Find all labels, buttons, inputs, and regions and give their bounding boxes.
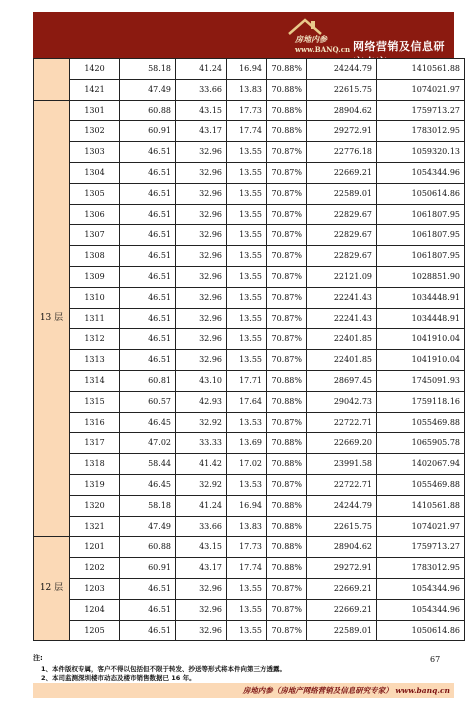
unit-price-cell: 22121.09	[307, 266, 377, 287]
total-price-cell: 1759713.27	[377, 100, 465, 121]
ratio-cell: 70.88%	[267, 454, 307, 475]
total-price-cell: 1759713.27	[377, 537, 465, 558]
ratio-cell: 70.87%	[267, 412, 307, 433]
ratio-cell: 70.87%	[267, 578, 307, 599]
room-number-cell: 1421	[70, 79, 120, 100]
total-price-cell: 1050614.86	[377, 620, 465, 641]
table-row	[34, 79, 465, 100]
usable-area-cell: 33.33	[176, 433, 227, 454]
shared-area-cell: 13.55	[227, 599, 267, 620]
ratio-cell: 70.88%	[267, 537, 307, 558]
unit-price-cell: 22669.21	[307, 578, 377, 599]
unit-price-cell: 22615.75	[307, 79, 377, 100]
total-price-cell: 1074021.97	[377, 516, 465, 537]
room-number-cell: 1311	[70, 308, 120, 329]
usable-area-cell: 32.96	[176, 162, 227, 183]
table-row	[34, 599, 465, 620]
ratio-cell: 70.87%	[267, 620, 307, 641]
ratio-cell: 70.87%	[267, 142, 307, 163]
room-number-cell: 1201	[70, 537, 120, 558]
ratio-cell: 70.87%	[267, 287, 307, 308]
table-row	[34, 391, 465, 412]
area-cell: 46.51	[120, 266, 176, 287]
room-number-cell: 1308	[70, 246, 120, 267]
usable-area-cell: 32.92	[176, 412, 227, 433]
total-price-cell: 1054344.96	[377, 578, 465, 599]
table-row	[34, 578, 465, 599]
floor-cell: 13 层	[34, 100, 70, 537]
total-price-cell: 1054344.96	[377, 162, 465, 183]
total-price-cell: 1783012.95	[377, 558, 465, 579]
room-number-cell: 1420	[70, 59, 120, 80]
unit-price-cell: 22401.85	[307, 329, 377, 350]
shared-area-cell: 13.55	[227, 308, 267, 329]
ratio-cell: 70.87%	[267, 183, 307, 204]
room-number-cell: 1320	[70, 495, 120, 516]
table-row	[34, 246, 465, 267]
table-row	[34, 433, 465, 454]
unit-price-cell: 22829.67	[307, 204, 377, 225]
table-row	[34, 266, 465, 287]
area-cell: 47.49	[120, 79, 176, 100]
room-number-cell: 1316	[70, 412, 120, 433]
usable-area-cell: 43.15	[176, 537, 227, 558]
total-price-cell: 1055469.88	[377, 412, 465, 433]
shared-area-cell: 13.55	[227, 162, 267, 183]
floor-cell	[34, 59, 70, 101]
ratio-cell: 70.88%	[267, 79, 307, 100]
unit-price-cell: 22722.71	[307, 474, 377, 495]
area-cell: 47.02	[120, 433, 176, 454]
shared-area-cell: 13.55	[227, 350, 267, 371]
unit-price-cell: 29272.91	[307, 121, 377, 142]
ratio-cell: 70.87%	[267, 599, 307, 620]
unit-price-cell: 22669.21	[307, 599, 377, 620]
ratio-cell: 70.88%	[267, 516, 307, 537]
area-cell: 46.51	[120, 578, 176, 599]
shared-area-cell: 13.83	[227, 516, 267, 537]
ratio-cell: 70.87%	[267, 266, 307, 287]
shared-area-cell: 13.55	[227, 225, 267, 246]
shared-area-cell: 17.64	[227, 391, 267, 412]
total-price-cell: 1034448.91	[377, 287, 465, 308]
total-price-cell: 1041910.04	[377, 350, 465, 371]
usable-area-cell: 32.96	[176, 183, 227, 204]
usable-area-cell: 32.96	[176, 287, 227, 308]
area-cell: 60.57	[120, 391, 176, 412]
area-cell: 46.51	[120, 308, 176, 329]
note-copyright: 1、本件版权专属，客户不得以包括但不限于转发、抄送等形式将本件向第三方透露。	[41, 665, 287, 673]
table-row	[34, 412, 465, 433]
room-number-cell: 1313	[70, 350, 120, 371]
room-number-cell: 1310	[70, 287, 120, 308]
shared-area-cell: 13.69	[227, 433, 267, 454]
area-cell: 46.51	[120, 620, 176, 641]
total-price-cell: 1410561.88	[377, 59, 465, 80]
unit-price-table	[33, 58, 465, 641]
shared-area-cell: 16.94	[227, 495, 267, 516]
unit-price-cell: 22829.67	[307, 246, 377, 267]
ratio-cell: 70.88%	[267, 121, 307, 142]
shared-area-cell: 13.55	[227, 246, 267, 267]
usable-area-cell: 32.96	[176, 266, 227, 287]
ratio-cell: 70.88%	[267, 433, 307, 454]
usable-area-cell: 32.96	[176, 599, 227, 620]
shared-area-cell: 13.55	[227, 578, 267, 599]
table-row	[34, 516, 465, 537]
table-row	[34, 454, 465, 475]
usable-area-cell: 41.24	[176, 495, 227, 516]
shared-area-cell: 17.74	[227, 558, 267, 579]
usable-area-cell: 33.66	[176, 516, 227, 537]
room-number-cell: 1301	[70, 100, 120, 121]
ratio-cell: 70.87%	[267, 225, 307, 246]
floor-cell: 12 层	[34, 537, 70, 641]
table-row	[34, 121, 465, 142]
unit-price-cell: 22241.43	[307, 287, 377, 308]
total-price-cell: 1028851.90	[377, 266, 465, 287]
area-cell: 58.18	[120, 495, 176, 516]
usable-area-cell: 32.96	[176, 620, 227, 641]
unit-price-cell: 22669.21	[307, 162, 377, 183]
room-number-cell: 1205	[70, 620, 120, 641]
ratio-cell: 70.88%	[267, 391, 307, 412]
usable-area-cell: 32.96	[176, 578, 227, 599]
notes-title: 注:	[33, 654, 43, 662]
table-row	[34, 308, 465, 329]
area-cell: 60.88	[120, 100, 176, 121]
unit-price-cell: 22776.18	[307, 142, 377, 163]
table-row	[34, 100, 465, 121]
shared-area-cell: 13.55	[227, 620, 267, 641]
total-price-cell: 1074021.97	[377, 79, 465, 100]
logo-url: www.BANQ.cn	[295, 45, 351, 54]
total-price-cell: 1061807.95	[377, 246, 465, 267]
unit-price-cell: 24244.79	[307, 495, 377, 516]
room-number-cell: 1312	[70, 329, 120, 350]
table-row	[34, 537, 465, 558]
usable-area-cell: 32.96	[176, 329, 227, 350]
usable-area-cell: 32.96	[176, 246, 227, 267]
shared-area-cell: 13.55	[227, 287, 267, 308]
total-price-cell: 1054344.96	[377, 599, 465, 620]
unit-price-cell: 22669.20	[307, 433, 377, 454]
ratio-cell: 70.87%	[267, 329, 307, 350]
shared-area-cell: 13.83	[227, 79, 267, 100]
footer-text: 房地内参（房地产网络营销及信息研究专家） www.banq.cn	[242, 686, 450, 695]
room-number-cell: 1318	[70, 454, 120, 475]
area-cell: 46.51	[120, 350, 176, 371]
area-cell: 60.88	[120, 537, 176, 558]
area-cell: 47.49	[120, 516, 176, 537]
unit-price-cell: 29042.73	[307, 391, 377, 412]
area-cell: 46.45	[120, 474, 176, 495]
area-cell: 46.45	[120, 412, 176, 433]
table-row	[34, 59, 465, 80]
table-row	[34, 162, 465, 183]
area-cell: 46.51	[120, 599, 176, 620]
room-number-cell: 1203	[70, 578, 120, 599]
unit-price-cell: 28904.62	[307, 100, 377, 121]
total-price-cell: 1055469.88	[377, 474, 465, 495]
unit-price-cell: 28904.62	[307, 537, 377, 558]
table-row	[34, 620, 465, 641]
shared-area-cell: 17.73	[227, 537, 267, 558]
unit-price-cell: 28697.45	[307, 370, 377, 391]
area-cell: 46.51	[120, 287, 176, 308]
usable-area-cell: 41.24	[176, 59, 227, 80]
ratio-cell: 70.88%	[267, 59, 307, 80]
area-cell: 46.51	[120, 142, 176, 163]
area-cell: 60.91	[120, 558, 176, 579]
ratio-cell: 70.88%	[267, 558, 307, 579]
shared-area-cell: 13.53	[227, 474, 267, 495]
total-price-cell: 1041910.04	[377, 329, 465, 350]
total-price-cell: 1402067.94	[377, 454, 465, 475]
table-row	[34, 474, 465, 495]
room-number-cell: 1302	[70, 121, 120, 142]
room-number-cell: 1303	[70, 142, 120, 163]
total-price-cell: 1759118.16	[377, 391, 465, 412]
unit-price-cell: 22722.71	[307, 412, 377, 433]
unit-price-cell: 22615.75	[307, 516, 377, 537]
room-number-cell: 1309	[70, 266, 120, 287]
shared-area-cell: 13.55	[227, 142, 267, 163]
usable-area-cell: 32.92	[176, 474, 227, 495]
room-number-cell: 1306	[70, 204, 120, 225]
ratio-cell: 70.87%	[267, 350, 307, 371]
area-cell: 46.51	[120, 225, 176, 246]
ratio-cell: 70.87%	[267, 308, 307, 329]
total-price-cell: 1061807.95	[377, 204, 465, 225]
usable-area-cell: 32.96	[176, 204, 227, 225]
table-row	[34, 183, 465, 204]
total-price-cell: 1059320.13	[377, 142, 465, 163]
total-price-cell: 1034448.91	[377, 308, 465, 329]
usable-area-cell: 43.17	[176, 121, 227, 142]
area-cell: 46.51	[120, 246, 176, 267]
shared-area-cell: 13.55	[227, 329, 267, 350]
shared-area-cell: 13.55	[227, 204, 267, 225]
room-number-cell: 1314	[70, 370, 120, 391]
ratio-cell: 70.87%	[267, 246, 307, 267]
ratio-cell: 70.88%	[267, 370, 307, 391]
unit-price-cell: 24244.79	[307, 59, 377, 80]
table-row	[34, 495, 465, 516]
area-cell: 60.81	[120, 370, 176, 391]
usable-area-cell: 43.15	[176, 100, 227, 121]
table-row	[34, 350, 465, 371]
unit-price-cell: 22829.67	[307, 225, 377, 246]
area-cell: 46.51	[120, 183, 176, 204]
room-number-cell: 1202	[70, 558, 120, 579]
area-cell: 46.51	[120, 204, 176, 225]
area-cell: 46.51	[120, 329, 176, 350]
room-number-cell: 1321	[70, 516, 120, 537]
area-cell: 60.91	[120, 121, 176, 142]
area-cell: 58.44	[120, 454, 176, 475]
unit-price-cell: 22401.85	[307, 350, 377, 371]
unit-price-cell: 23991.58	[307, 454, 377, 475]
shared-area-cell: 13.55	[227, 266, 267, 287]
room-number-cell: 1319	[70, 474, 120, 495]
table-row	[34, 142, 465, 163]
shared-area-cell: 13.53	[227, 412, 267, 433]
page-number: 67	[430, 655, 441, 664]
total-price-cell: 1745091.93	[377, 370, 465, 391]
total-price-cell: 1410561.88	[377, 495, 465, 516]
usable-area-cell: 43.17	[176, 558, 227, 579]
usable-area-cell: 42.93	[176, 391, 227, 412]
total-price-cell: 1783012.95	[377, 121, 465, 142]
room-number-cell: 1307	[70, 225, 120, 246]
room-number-cell: 1204	[70, 599, 120, 620]
shared-area-cell: 17.71	[227, 370, 267, 391]
usable-area-cell: 33.66	[176, 79, 227, 100]
total-price-cell: 1061807.95	[377, 225, 465, 246]
usable-area-cell: 32.96	[176, 350, 227, 371]
shared-area-cell: 17.73	[227, 100, 267, 121]
table-row	[34, 370, 465, 391]
ratio-cell: 70.88%	[267, 495, 307, 516]
table-row	[34, 287, 465, 308]
unit-price-cell: 22589.01	[307, 183, 377, 204]
table-row	[34, 204, 465, 225]
room-number-cell: 1317	[70, 433, 120, 454]
table-row	[34, 558, 465, 579]
room-number-cell: 1315	[70, 391, 120, 412]
notes-section	[33, 653, 454, 683]
note-monitoring: 2、本司监测深圳楼市动态及楼市销售数据已 16 年。	[41, 674, 196, 682]
area-cell: 58.18	[120, 59, 176, 80]
ratio-cell: 70.87%	[267, 474, 307, 495]
unit-price-cell: 22241.43	[307, 308, 377, 329]
ratio-cell: 70.88%	[267, 100, 307, 121]
unit-price-cell: 29272.91	[307, 558, 377, 579]
area-cell: 46.51	[120, 162, 176, 183]
usable-area-cell: 41.42	[176, 454, 227, 475]
usable-area-cell: 32.96	[176, 225, 227, 246]
shared-area-cell: 17.74	[227, 121, 267, 142]
total-price-cell: 1065905.78	[377, 433, 465, 454]
table-row	[34, 329, 465, 350]
total-price-cell: 1050614.86	[377, 183, 465, 204]
unit-price-cell: 22589.01	[307, 620, 377, 641]
brand-tagline: 网络营销及信息研究专家	[353, 40, 445, 69]
room-number-cell: 1305	[70, 183, 120, 204]
usable-area-cell: 32.96	[176, 142, 227, 163]
shared-area-cell: 17.02	[227, 454, 267, 475]
shared-area-cell: 13.55	[227, 183, 267, 204]
page-footer	[33, 683, 454, 698]
ratio-cell: 70.87%	[267, 204, 307, 225]
usable-area-cell: 43.10	[176, 370, 227, 391]
table-row	[34, 225, 465, 246]
usable-area-cell: 32.96	[176, 308, 227, 329]
room-number-cell: 1304	[70, 162, 120, 183]
shared-area-cell: 16.94	[227, 59, 267, 80]
ratio-cell: 70.87%	[267, 162, 307, 183]
logo-text: 房地内参	[295, 34, 327, 44]
